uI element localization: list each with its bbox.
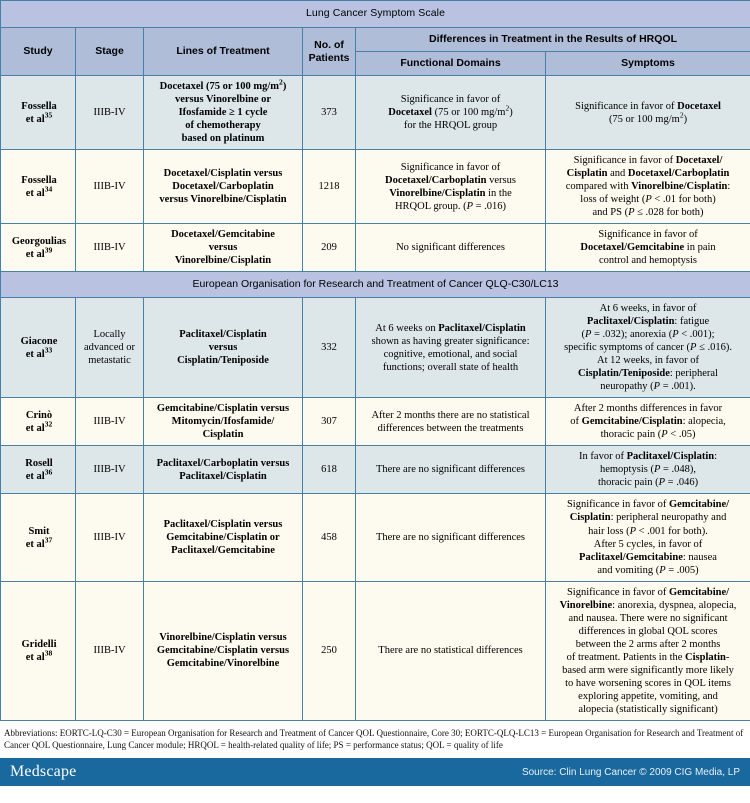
cell-lines-of-treatment: Paclitaxel/Carboplatin versus Paclitaxel/Cisplatin [144,446,303,494]
cell-symptoms: Significance in favor of Gemcitabine/ Cisplatin: peripheral neuropathy and hair loss (P < .001 for both). After 5 cycles, in favor of Paclitaxel/Gemcitabine: nausea and vomiting (P = .005) [546,494,750,581]
header-differences-hrqol: Differences in Treatment in the Results of HRQOL [356,28,750,52]
cell-lines-of-treatment: Paclitaxel/Cisplatin versus Gemcitabine/Cisplatin or Paclitaxel/Gemcitabine [144,494,303,581]
cell-stage: Locally advanced or metastatic [76,298,144,398]
header-lines-of-treatment: Lines of Treatment [144,28,303,76]
cell-symptoms: Significance in favor of Docetaxel/ Cisplatin and Docetaxel/Carboplatin compared with Vinorelbine/Cisplatin: loss of weight (P < .01 for both) and PS (P ≤ .028 for both) [546,150,750,224]
header-symptoms: Symptoms [546,52,750,76]
cell-study: Gridelli et $al^{38}$ [1,581,76,720]
cell-stage: IIIB-IV [76,446,144,494]
cell-functional-domains: Significance in favor of Docetaxel/Carboplatin versus Vinorelbine/Cisplatin in the HRQOL group. (P = .016) [356,150,546,224]
cell-stage: IIIB-IV [76,398,144,446]
cell-lines-of-treatment: Gemcitabine/Cisplatin versus Mitomycin/Ifosfamide/ Cisplatin [144,398,303,446]
cell-no-of-patients: 458 [303,494,356,581]
cell-symptoms: After 2 months differences in favor of Gemcitabine/Cisplatin: alopecia, thoracic pain (P < .05) [546,398,750,446]
cell-stage: IIIB-IV [76,581,144,720]
cell-no-of-patients: 373 [303,76,356,150]
cell-symptoms: At 6 weeks, in favor of Paclitaxel/Cisplatin: fatigue (P = .032); anorexia (P < .001); specific symptoms of cancer (P ≤ .016). At 12 weeks, in favor of Cisplatin/Teniposide: peripheral neuropathy (P = .001). [546,298,750,398]
medscape-logo: Medscape [10,763,77,780]
section-header-row [1,272,750,298]
table-row [1,446,750,494]
header-no-of-patients-line2: Patients [308,51,350,64]
cell-stage: IIIB-IV [76,224,144,272]
cell-symptoms: In favor of Paclitaxel/Cisplatin: hemoptysis (P = .048), thoracic pain (P = .046) [546,446,750,494]
cell-study: Fossella et $al^{34}$ [1,150,76,224]
table-title: Lung Cancer Symptom Scale [1,1,750,28]
table-body [1,76,750,721]
cell-no-of-patients: 332 [303,298,356,398]
cell-study: Giacone et $al^{33}$ [1,298,76,398]
table-head [1,1,750,76]
section-header-eortc: European Organisation for Research and Treatment of Cancer QLQ-C30/LC13 [1,272,750,298]
cell-symptoms: Significance in favor of Gemcitabine/ Vinorelbine: anorexia, dyspnea, alopecia, and nausea. There were no significant differences in global QOL scores between the 2 arms after 2 months of treatment. Patients in the Cisplatin- based arm were significantly more likely to have worsening scores in QOL items exploring appetite, vomiting, and alopecia (statistically significant) [546,581,750,720]
abbreviations-note: Abbreviations: EORTC-LQ-C30 = European Organisation for Research and Treatment of Cancer QOL Questionnaire, Core 30; EORTC-QLQ-LC13 = European Organisation for Research and Treatment of Cancer QOL Questionnaire, Lung Cancer module; HRQOL = health-related quality of life; PS = performance status; QOL = quality of life [4,727,744,750]
title-row [1,1,750,28]
cell-lines-of-treatment: Docetaxel/Cisplatin versus Docetaxel/Carboplatin versus Vinorelbine/Cisplatin [144,150,303,224]
table-row [1,224,750,272]
cell-functional-domains: After 2 months there are no statistical differences between the treatments [356,398,546,446]
cell-functional-domains: There are no significant differences [356,446,546,494]
column-header-row-1 [1,28,750,52]
cell-no-of-patients: 250 [303,581,356,720]
table-row [1,76,750,150]
cell-no-of-patients: 209 [303,224,356,272]
cell-stage: IIIB-IV [76,494,144,581]
cell-study: Smit et $al^{37}$ [1,494,76,581]
cell-no-of-patients: 618 [303,446,356,494]
cell-no-of-patients: 307 [303,398,356,446]
cell-lines-of-treatment: Docetaxel/Gemcitabine versus Vinorelbine/Cisplatin [144,224,303,272]
cell-symptoms: Significance in favor of Docetaxel (75 or 100 $mg/m^2$) [546,76,750,150]
cell-study: Crinò et $al^{32}$ [1,398,76,446]
header-no-of-patients-line1: No. of [314,38,344,51]
table-row [1,298,750,398]
cell-functional-domains: At 6 weeks on Paclitaxel/Cisplatin shown as having greater significance: cognitive, emotional, and social functions; overall state of health [356,298,546,398]
cell-study: Rosell et $al^{36}$ [1,446,76,494]
header-functional-domains: Functional Domains [356,52,546,76]
cell-lines-of-treatment: Vinorelbine/Cisplatin versus Gemcitabine/Cisplatin versus Gemcitabine/Vinorelbine [144,581,303,720]
cell-study: Fossella et $al^{35}$ [1,76,76,150]
header-study: Study [1,28,76,76]
cell-study: Georgoulias et $al^{39}$ [1,224,76,272]
cell-lines-of-treatment: Paclitaxel/Cisplatin versus Cisplatin/Teniposide [144,298,303,398]
header-stage: Stage [76,28,144,76]
cell-stage: IIIB-IV [76,150,144,224]
cell-functional-domains: There are no statistical differences [356,581,546,720]
cell-symptoms: Significance in favor of Docetaxel/Gemcitabine in pain control and hemoptysis [546,224,750,272]
cell-no-of-patients: 1218 [303,150,356,224]
header-no-of-patients [303,28,356,76]
table-row [1,581,750,720]
cell-stage: IIIB-IV [76,76,144,150]
source-attribution: Source: Clin Lung Cancer © 2009 CIG Media, LP [521,766,740,778]
cell-lines-of-treatment: Docetaxel (75 or 100 $mg/m^2$) versus Vinorelbine or Ifosfamide ≥ 1 cycle of chemotherapy based on platinum [144,76,303,150]
table-row [1,150,750,224]
cell-functional-domains: There are no significant differences [356,494,546,581]
cell-functional-domains: Significance in favor of Docetaxel (75 or 100 $mg/m^2$) for the HRQOL group [356,76,546,150]
cell-functional-domains: No significant differences [356,224,546,272]
table-row [1,398,750,446]
table-row [1,494,750,581]
footer-bar [0,758,750,786]
